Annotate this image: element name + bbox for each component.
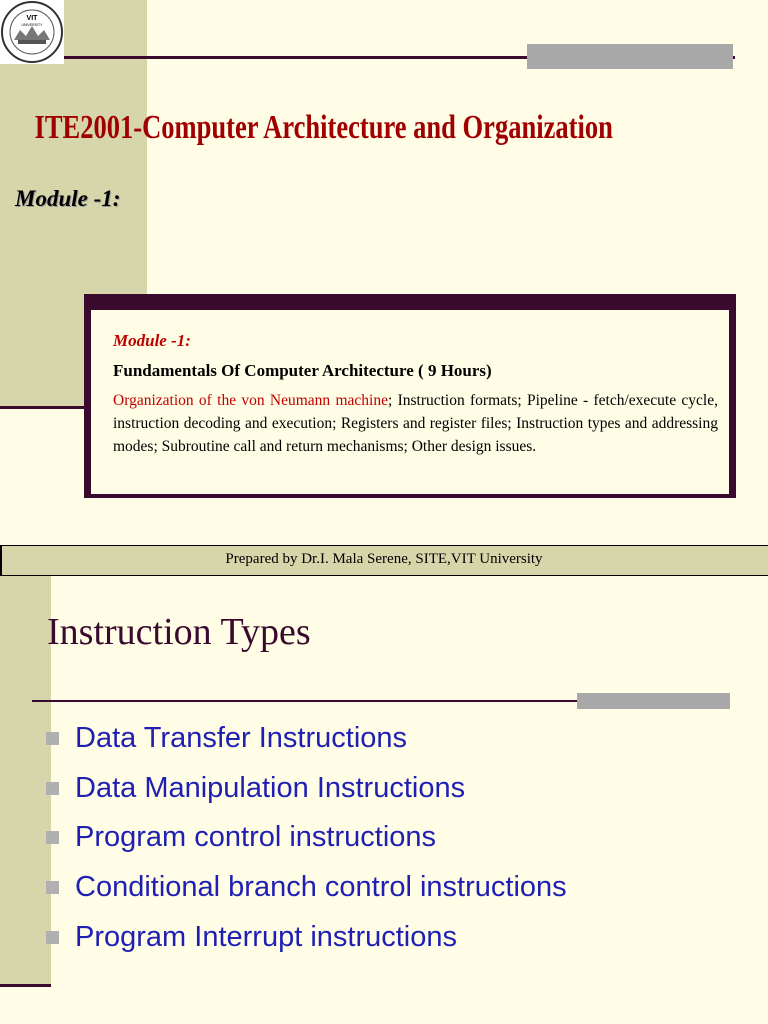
list-item (46, 764, 567, 814)
list-item (46, 714, 567, 764)
square-bullet-icon (46, 831, 59, 844)
syllabus-heading: Fundamentals Of Computer Architecture ( 9 Hours) (113, 361, 492, 380)
list-item-text: Data Transfer Instructions (75, 722, 408, 755)
course-title: ITE2001-Computer Architecture and Organization (34, 109, 613, 146)
list-item-text: Conditional branch control instructions (75, 871, 567, 904)
syllabus-body-highlight: Organization of the von Neumann machine (113, 392, 388, 409)
syllabus-body (113, 389, 718, 458)
list-item-text: Program control instructions (75, 821, 437, 854)
square-bullet-icon (46, 931, 59, 944)
list-item (46, 912, 567, 962)
vit-university-seal-icon (0, 0, 64, 64)
slide-1-left-rule (0, 406, 85, 409)
slide-2-bottom-rule (0, 984, 51, 987)
slide-2-title: Instruction Types (47, 611, 311, 653)
square-bullet-icon (46, 881, 59, 894)
slide-2-grey-accent-bar (577, 693, 730, 709)
syllabus-module-label: Module -1: (113, 331, 191, 350)
slide-2-left-band (0, 576, 51, 986)
list-item (46, 863, 567, 913)
logo-inner-text: VIT (26, 15, 38, 22)
list-item (46, 813, 567, 863)
module-heading: Module -1: (15, 186, 121, 211)
slide-1-grey-accent-bar (527, 44, 733, 69)
instruction-types-list (46, 714, 567, 962)
logo-sub-text: UNIVERSITY (21, 23, 43, 27)
syllabus-body-rest: ; Instruction formats; Pipeline - fetch/execute cycle, instruction decoding and execution; Registers and register files; Instruction types and addressing modes; Subroutine call and return mechanisms; Other design issues. (113, 392, 718, 455)
list-item-text: Data Manipulation Instructions (75, 771, 466, 804)
list-item-text: Program Interrupt instructions (75, 920, 457, 953)
square-bullet-icon (46, 782, 59, 795)
square-bullet-icon (46, 732, 59, 745)
footer-credit: Prepared by Dr.I. Mala Serene, SITE,VIT University (225, 551, 543, 567)
